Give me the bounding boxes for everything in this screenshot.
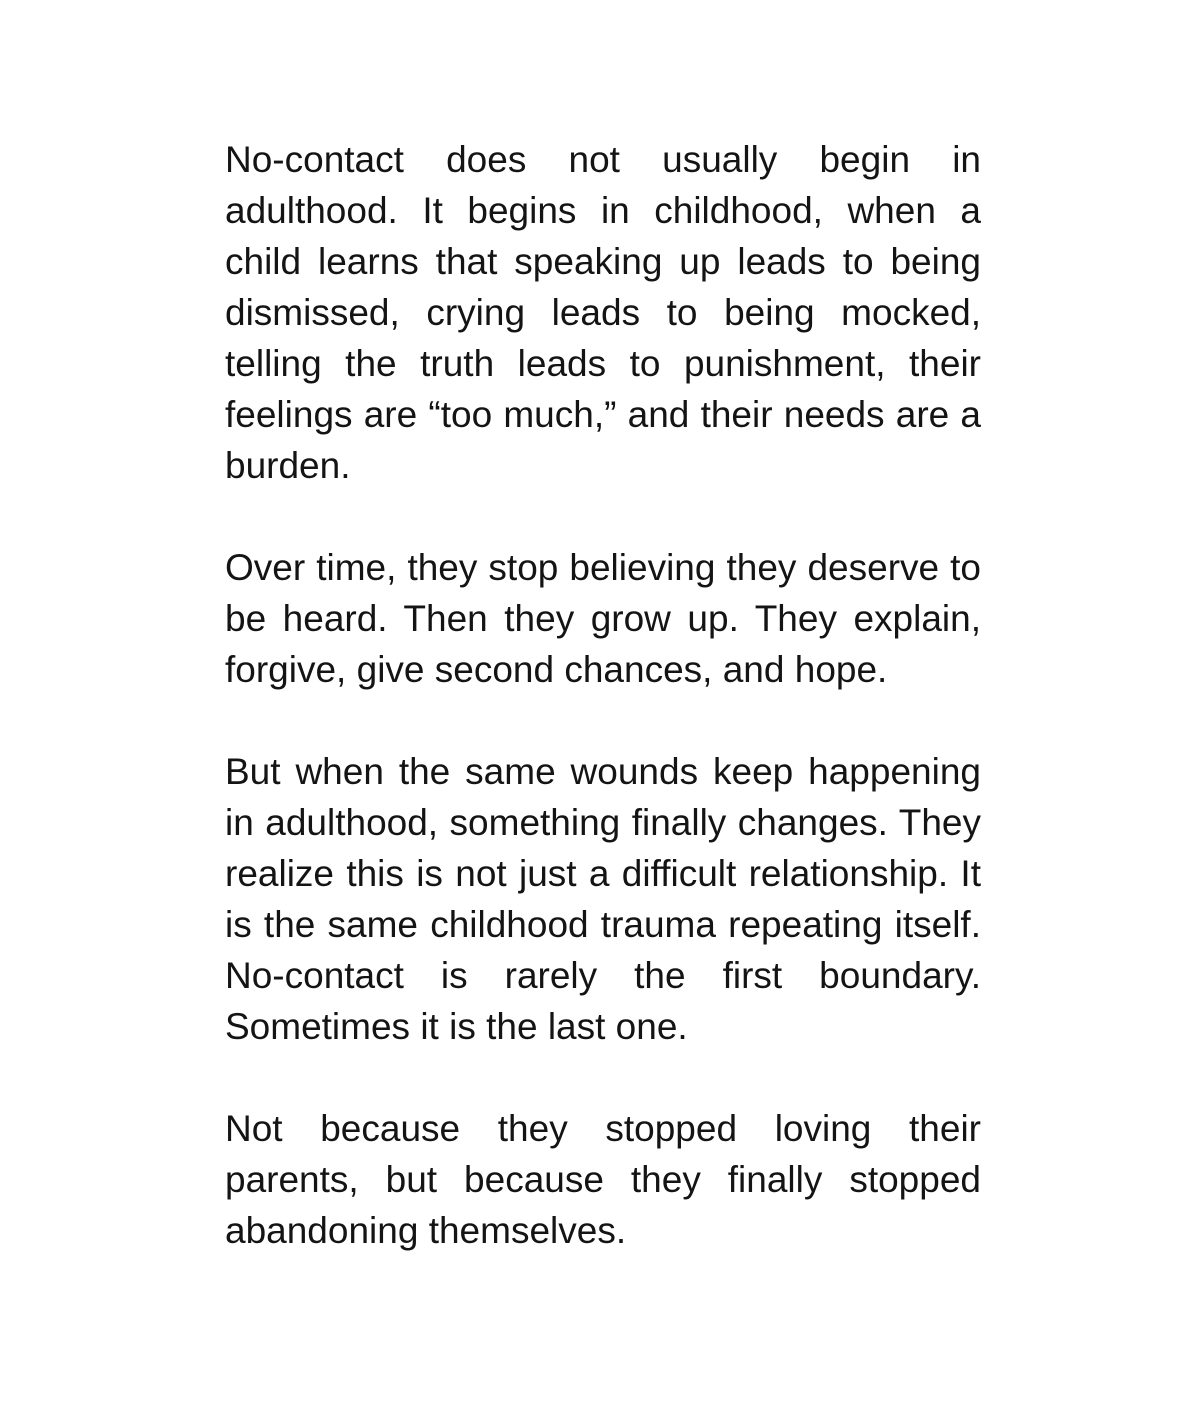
- text-block: [225, 134, 981, 1256]
- paragraph-3: But when the same wounds keep happening in adulthood, something finally changes. They realize this is not just a difficult relationship. It is the same childhood trauma repeating itself. No-contact is rarely the first boundary. Sometimes it is the last one.: [225, 751, 981, 1047]
- paragraph-1: No-contact does not usually begin in adulthood. It begins in childhood, when a child learns that speaking up leads to being dismissed, crying leads to being mocked, telling the truth leads to punishment, their feelings are “too much,” and their needs are a burden.: [225, 139, 981, 486]
- paragraph-2: Over time, they stop believing they deserve to be heard. Then they grow up. They explain, forgive, give second chances, and hope.: [225, 547, 981, 690]
- paragraph-4: Not because they stopped loving their parents, but because they finally stopped abandoning themselves.: [225, 1108, 981, 1251]
